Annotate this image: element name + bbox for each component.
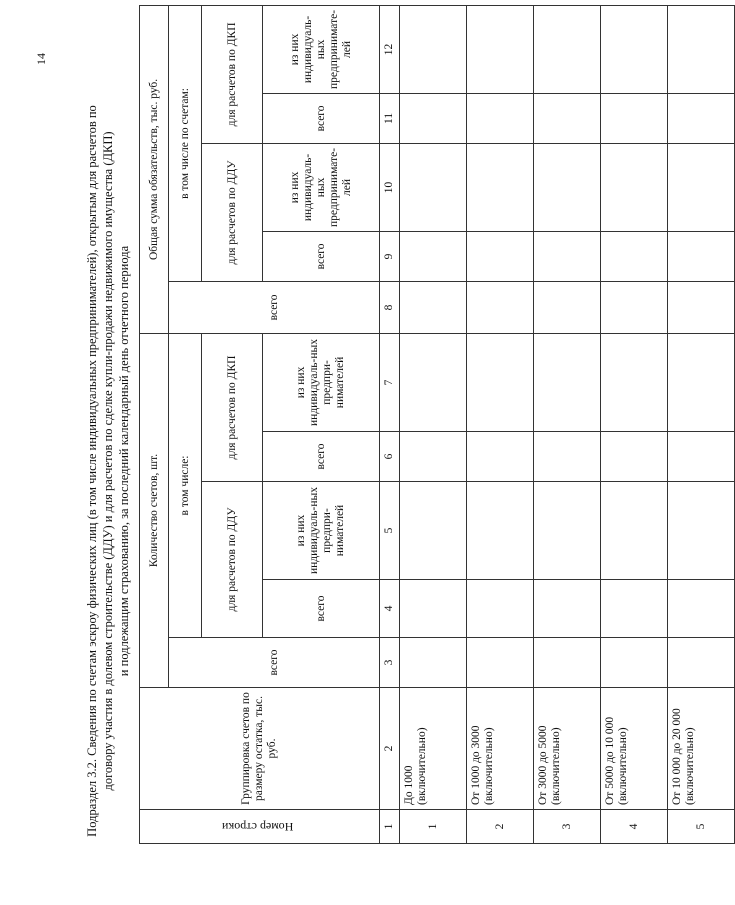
empty-cell bbox=[601, 432, 668, 482]
table-row bbox=[400, 5, 467, 843]
title-line-1: Подраздел 3.2. Сведения по счетам эскроу физических лиц (в том числе индивидуальных предпринимателей), открытым для расчетов по bbox=[85, 105, 99, 837]
table-row bbox=[467, 5, 534, 843]
header-count: Количество счетов, шт. bbox=[140, 333, 169, 687]
column-number: 10 bbox=[380, 143, 400, 231]
header-count-ddu-ip: из них индивидуаль-ных предпри-нимателей bbox=[263, 482, 380, 580]
header-count-including: в том числе: bbox=[169, 333, 202, 637]
column-number: 5 bbox=[380, 482, 400, 580]
empty-cell bbox=[400, 143, 467, 231]
empty-cell bbox=[601, 580, 668, 638]
header-grouping: Группировка счетов по размеру остатка, тыс. руб. bbox=[140, 688, 380, 810]
column-number: 1 bbox=[380, 810, 400, 844]
row-label: До 1000 (включительно) bbox=[400, 688, 467, 810]
empty-cell bbox=[601, 281, 668, 333]
empty-cell bbox=[534, 231, 601, 281]
empty-cell bbox=[467, 5, 534, 93]
empty-cell bbox=[534, 333, 601, 431]
empty-cell bbox=[668, 143, 735, 231]
empty-cell bbox=[467, 231, 534, 281]
header-sum-ddu: для расчетов по ДДУ bbox=[202, 143, 263, 281]
row-number: 3 bbox=[534, 810, 601, 844]
header-count-dkp: для расчетов по ДКП bbox=[202, 333, 263, 481]
column-number: 3 bbox=[380, 638, 400, 688]
empty-cell bbox=[400, 432, 467, 482]
column-number: 7 bbox=[380, 333, 400, 431]
header-sum-dkp: для расчетов по ДКП bbox=[202, 5, 263, 143]
column-number: 11 bbox=[380, 93, 400, 143]
column-numbers-row bbox=[380, 5, 400, 843]
empty-cell bbox=[400, 93, 467, 143]
empty-cell bbox=[400, 482, 467, 580]
empty-cell bbox=[534, 482, 601, 580]
header-sum-ddu-ip: из них индивидуаль-ных предприниматe-лей bbox=[263, 143, 380, 231]
row-number: 2 bbox=[467, 810, 534, 844]
empty-cell bbox=[467, 638, 534, 688]
column-number: 9 bbox=[380, 231, 400, 281]
empty-cell bbox=[668, 432, 735, 482]
table-row bbox=[668, 5, 735, 843]
row-label: От 5000 до 10 000 (включительно) bbox=[601, 688, 668, 810]
empty-cell bbox=[467, 281, 534, 333]
empty-cell bbox=[668, 638, 735, 688]
empty-cell bbox=[601, 638, 668, 688]
empty-cell bbox=[534, 638, 601, 688]
empty-cell bbox=[400, 5, 467, 93]
row-label: От 1000 до 3000 (включительно) bbox=[467, 688, 534, 810]
header-sum-dkp-total: всего bbox=[263, 93, 380, 143]
column-number: 2 bbox=[380, 688, 400, 810]
empty-cell bbox=[601, 5, 668, 93]
empty-cell bbox=[400, 333, 467, 431]
empty-cell bbox=[534, 432, 601, 482]
empty-cell bbox=[467, 432, 534, 482]
empty-cell bbox=[601, 482, 668, 580]
empty-cell bbox=[668, 281, 735, 333]
column-number: 6 bbox=[380, 432, 400, 482]
empty-cell bbox=[668, 231, 735, 281]
empty-cell bbox=[668, 333, 735, 431]
empty-cell bbox=[534, 93, 601, 143]
page-number: 14 bbox=[34, 53, 48, 65]
empty-cell bbox=[601, 93, 668, 143]
empty-cell bbox=[668, 482, 735, 580]
subsection-title bbox=[84, 61, 132, 861]
header-row-number: Номер строки bbox=[140, 810, 380, 844]
empty-cell bbox=[400, 281, 467, 333]
table-row bbox=[601, 5, 668, 843]
empty-cell bbox=[534, 143, 601, 231]
empty-cell bbox=[534, 281, 601, 333]
empty-cell bbox=[668, 580, 735, 638]
column-number: 12 bbox=[380, 5, 400, 93]
empty-cell bbox=[467, 93, 534, 143]
empty-cell bbox=[400, 231, 467, 281]
empty-cell bbox=[400, 638, 467, 688]
row-number: 4 bbox=[601, 810, 668, 844]
empty-cell bbox=[601, 231, 668, 281]
empty-cell bbox=[601, 333, 668, 431]
header-sum-ddu-total: всего bbox=[263, 231, 380, 281]
empty-cell bbox=[467, 333, 534, 431]
header-sum-dkp-ip: из них индивидуаль-ных предприниматe-лей bbox=[263, 5, 380, 93]
table-row bbox=[534, 5, 601, 843]
title-line-2: договору участия в долевом строительстве (ДДУ) и для расчетов по сделке купли-продажи недвижимого имущества (ДКП) bbox=[101, 131, 115, 791]
empty-cell bbox=[467, 143, 534, 231]
column-number: 4 bbox=[380, 580, 400, 638]
empty-cell bbox=[534, 5, 601, 93]
header-count-dkp-ip: из них индивидуаль-ных предпри-нимателей bbox=[263, 333, 380, 431]
row-label: От 10 000 до 20 000 (включительно) bbox=[668, 688, 735, 810]
empty-cell bbox=[400, 580, 467, 638]
header-sum-including: в том числе по счетам: bbox=[169, 5, 202, 281]
row-label: От 3000 до 5000 (включительно) bbox=[534, 688, 601, 810]
empty-cell bbox=[668, 5, 735, 93]
row-number: 5 bbox=[668, 810, 735, 844]
column-number: 8 bbox=[380, 281, 400, 333]
header-count-dkp-total: всего bbox=[263, 432, 380, 482]
header-count-total: всего bbox=[169, 638, 380, 688]
empty-cell bbox=[601, 143, 668, 231]
header-sum-total: всего bbox=[169, 281, 380, 333]
header-sum: Общая сумма обязательств, тыс. руб. bbox=[140, 5, 169, 333]
empty-cell bbox=[467, 482, 534, 580]
header-count-ddu-total: всего bbox=[263, 580, 380, 638]
empty-cell bbox=[668, 93, 735, 143]
escrow-accounts-table bbox=[139, 5, 735, 844]
row-number: 1 bbox=[400, 810, 467, 844]
header-count-ddu: для расчетов по ДДУ bbox=[202, 482, 263, 638]
empty-cell bbox=[534, 580, 601, 638]
title-line-3: и подлежащим страхованию, за последний календарный день отчетного периода bbox=[117, 245, 131, 677]
empty-cell bbox=[467, 580, 534, 638]
